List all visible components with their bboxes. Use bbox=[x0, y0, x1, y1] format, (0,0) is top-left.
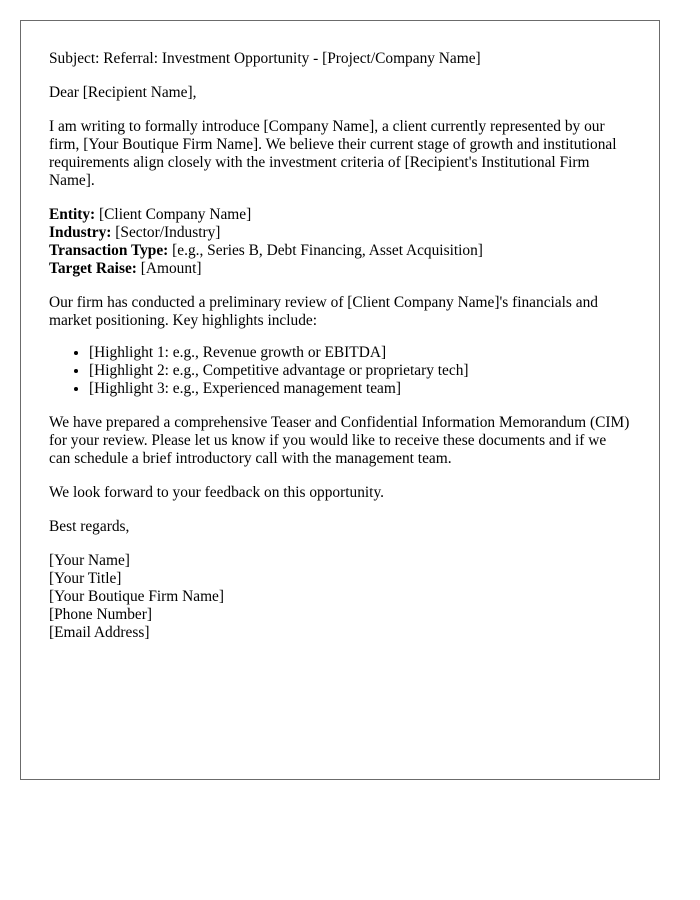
subject-line: Subject: Referral: Investment Opportunity - [Project/Company Name] bbox=[49, 50, 481, 67]
signoff: Best regards, bbox=[49, 518, 130, 535]
detail-industry bbox=[49, 224, 631, 242]
letter-page bbox=[20, 20, 660, 780]
signature-name: [Your Name] bbox=[49, 552, 130, 569]
signature-firm: [Your Boutique Firm Name] bbox=[49, 588, 224, 605]
intro-paragraph: I am writing to formally introduce [Company Name], a client currently represented by our firm, [Your Boutique Firm Name]. We believe their current stage of growth and institutional requirements align closely with the investment criteria of [Recipient's Institutional Firm Name]. bbox=[49, 118, 617, 189]
materials-paragraph: We have prepared a comprehensive Teaser and Confidential Information Memorandum (CIM) for your review. Please let us know if you would like to receive these documents and if we can schedule a brief introductory call with the management team. bbox=[49, 414, 630, 467]
signature-block bbox=[49, 552, 631, 642]
detail-value: [Amount] bbox=[136, 260, 202, 277]
list-item: • [Highlight 1: e.g., Revenue growth or EBITDA] bbox=[89, 344, 631, 362]
detail-target-raise bbox=[49, 260, 631, 278]
detail-label: Transaction Type: bbox=[49, 242, 169, 259]
detail-transaction-type bbox=[49, 242, 631, 260]
detail-value: [Client Company Name] bbox=[95, 206, 252, 223]
highlights-list bbox=[49, 344, 631, 398]
deal-details bbox=[49, 206, 631, 278]
greeting: Dear [Recipient Name], bbox=[49, 84, 197, 101]
detail-value: [Sector/Industry] bbox=[111, 224, 221, 241]
detail-entity bbox=[49, 206, 631, 224]
closing-note: We look forward to your feedback on this opportunity. bbox=[49, 484, 384, 501]
detail-label: Industry: bbox=[49, 224, 112, 241]
signature-phone: [Phone Number] bbox=[49, 606, 153, 623]
signature-email: [Email Address] bbox=[49, 624, 150, 641]
detail-label: Target Raise: bbox=[49, 260, 137, 277]
detail-value: [e.g., Series B, Debt Financing, Asset Acquisition] bbox=[168, 242, 483, 259]
review-paragraph: Our firm has conducted a preliminary review of [Client Company Name]'s financials and market positioning. Key highlights include: bbox=[49, 294, 598, 329]
list-item: • [Highlight 2: e.g., Competitive advantage or proprietary tech] bbox=[89, 362, 631, 380]
list-item: • [Highlight 3: e.g., Experienced management team] bbox=[89, 380, 631, 398]
detail-label: Entity: bbox=[49, 206, 96, 223]
signature-title: [Your Title] bbox=[49, 570, 122, 587]
